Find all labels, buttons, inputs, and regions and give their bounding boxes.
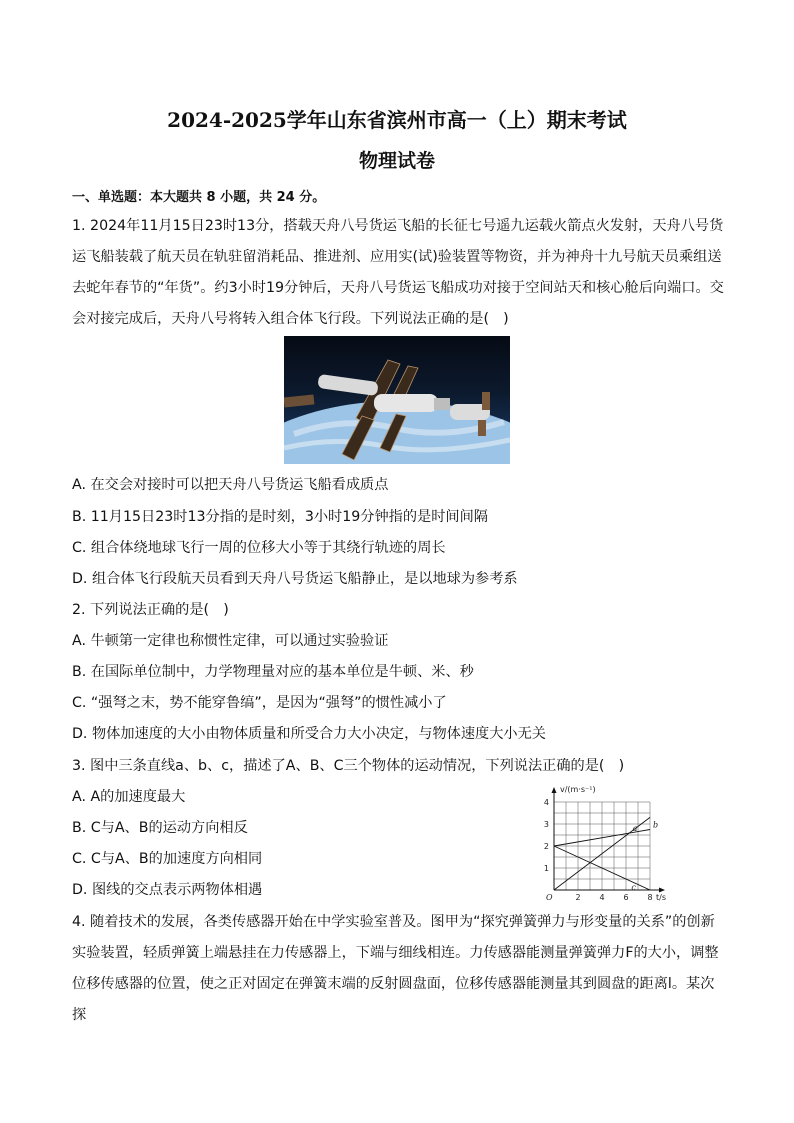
q3-option-d: D. 图线的交点表示两物体相遇 (72, 882, 263, 898)
question-4-stem: 4. 随着技术的发展，各类传感器开始在中学实验室普及。图甲为“探究弹簧弹力与形变量的关系”的创新实验装置，轻质弹簧上端悬挂在力传感器上，下端与细线相连。力传感器能测量弹簧弹力F的大小，调整位移传感器的位置，使之正对固定在弹簧末端的反射圆盘面，位移传感器能测量其到圆盘的距离l。某次探 (72, 914, 719, 1023)
exam-subtitle: 物理试卷 (358, 150, 435, 172)
y-tick-label: 2 (543, 842, 549, 851)
q3-option-b: B. C与A、B的运动方向相反 (72, 820, 248, 836)
q2-option-c: C. “强弩之末，势不能穿鲁缟”，是因为“强弩”的惯性减小了 (72, 695, 447, 711)
y-tick-label: 4 (543, 798, 549, 807)
q1-option-c: C. 组合体绕地球飞行一周的位移大小等于其绕行轨迹的周长 (72, 540, 446, 556)
y-axis-arrow (552, 787, 557, 793)
y-axis-label: v/(m·s⁻¹) (560, 785, 596, 794)
question-1-stem: 1. 2024年11月15日23时13分，搭载天舟八号货运飞船的长征七号遥九运载火箭点火发射，天舟八号货运飞船装载了航天员在轨驻留消耗品、推进剂、应用实(试)验装置等物资，并为神舟十九号航天员乘组送去蛇年春节的“年货”。约3小时19分钟后，天舟八号货运飞船成功对接于空间站天和核心舱后向端口。交会对接完成后，天舟八号将转入组合体飞行段。下列说法正确的是( ) (72, 218, 724, 327)
series-label-a: a (632, 823, 638, 833)
x-tick-label: 6 (623, 893, 629, 902)
origin-label: O (546, 893, 553, 902)
velocity-time-graph (536, 778, 676, 906)
q1-option-b: B. 11月15日23时13分指的是时刻，3小时19分钟指的是时间间隔 (72, 509, 488, 525)
section-heading: 一、单选题：本大题共 8 小题，共 24 分。 (72, 190, 326, 205)
x-tick-label: 4 (599, 893, 605, 902)
x-tick-label: 2 (575, 893, 581, 902)
x-axis-label: t/s (656, 893, 666, 902)
q1-option-d: D. 组合体飞行段航天员看到天舟八号货运飞船静止，是以地球为参考系 (72, 571, 518, 587)
series-label-b: b (653, 820, 659, 830)
question-3-stem: 3. 图中三条直线a、b、c，描述了A、B、C三个物体的运动情况，下列说法正确的是( ) (72, 758, 625, 774)
x-axis-arrow (659, 888, 665, 893)
question-2-stem: 2. 下列说法正确的是( ) (72, 602, 229, 618)
q3-option-a: A. A的加速度最大 (72, 789, 186, 805)
q2-option-b: B. 在国际单位制中，力学物理量对应的基本单位是牛顿、米、秒 (72, 664, 474, 680)
y-tick-label: 3 (543, 820, 549, 829)
space-station-photo (284, 336, 510, 464)
y-tick-label: 1 (543, 864, 549, 873)
q2-option-a: A. 牛顿第一定律也称惯性定律，可以通过实验验证 (72, 633, 389, 649)
series-label-c: c (631, 883, 636, 893)
x-tick-label: 8 (647, 893, 653, 902)
q3-option-c: C. C与A、B的加速度方向相同 (72, 851, 263, 867)
q2-option-d: D. 物体加速度的大小由物体质量和所受合力大小决定，与物体速度大小无关 (72, 726, 546, 742)
exam-title: 2024-2025学年山东省滨州市高一（上）期末考试 (167, 108, 627, 132)
q1-option-a: A. 在交会对接时可以把天舟八号货运飞船看成质点 (72, 477, 389, 493)
